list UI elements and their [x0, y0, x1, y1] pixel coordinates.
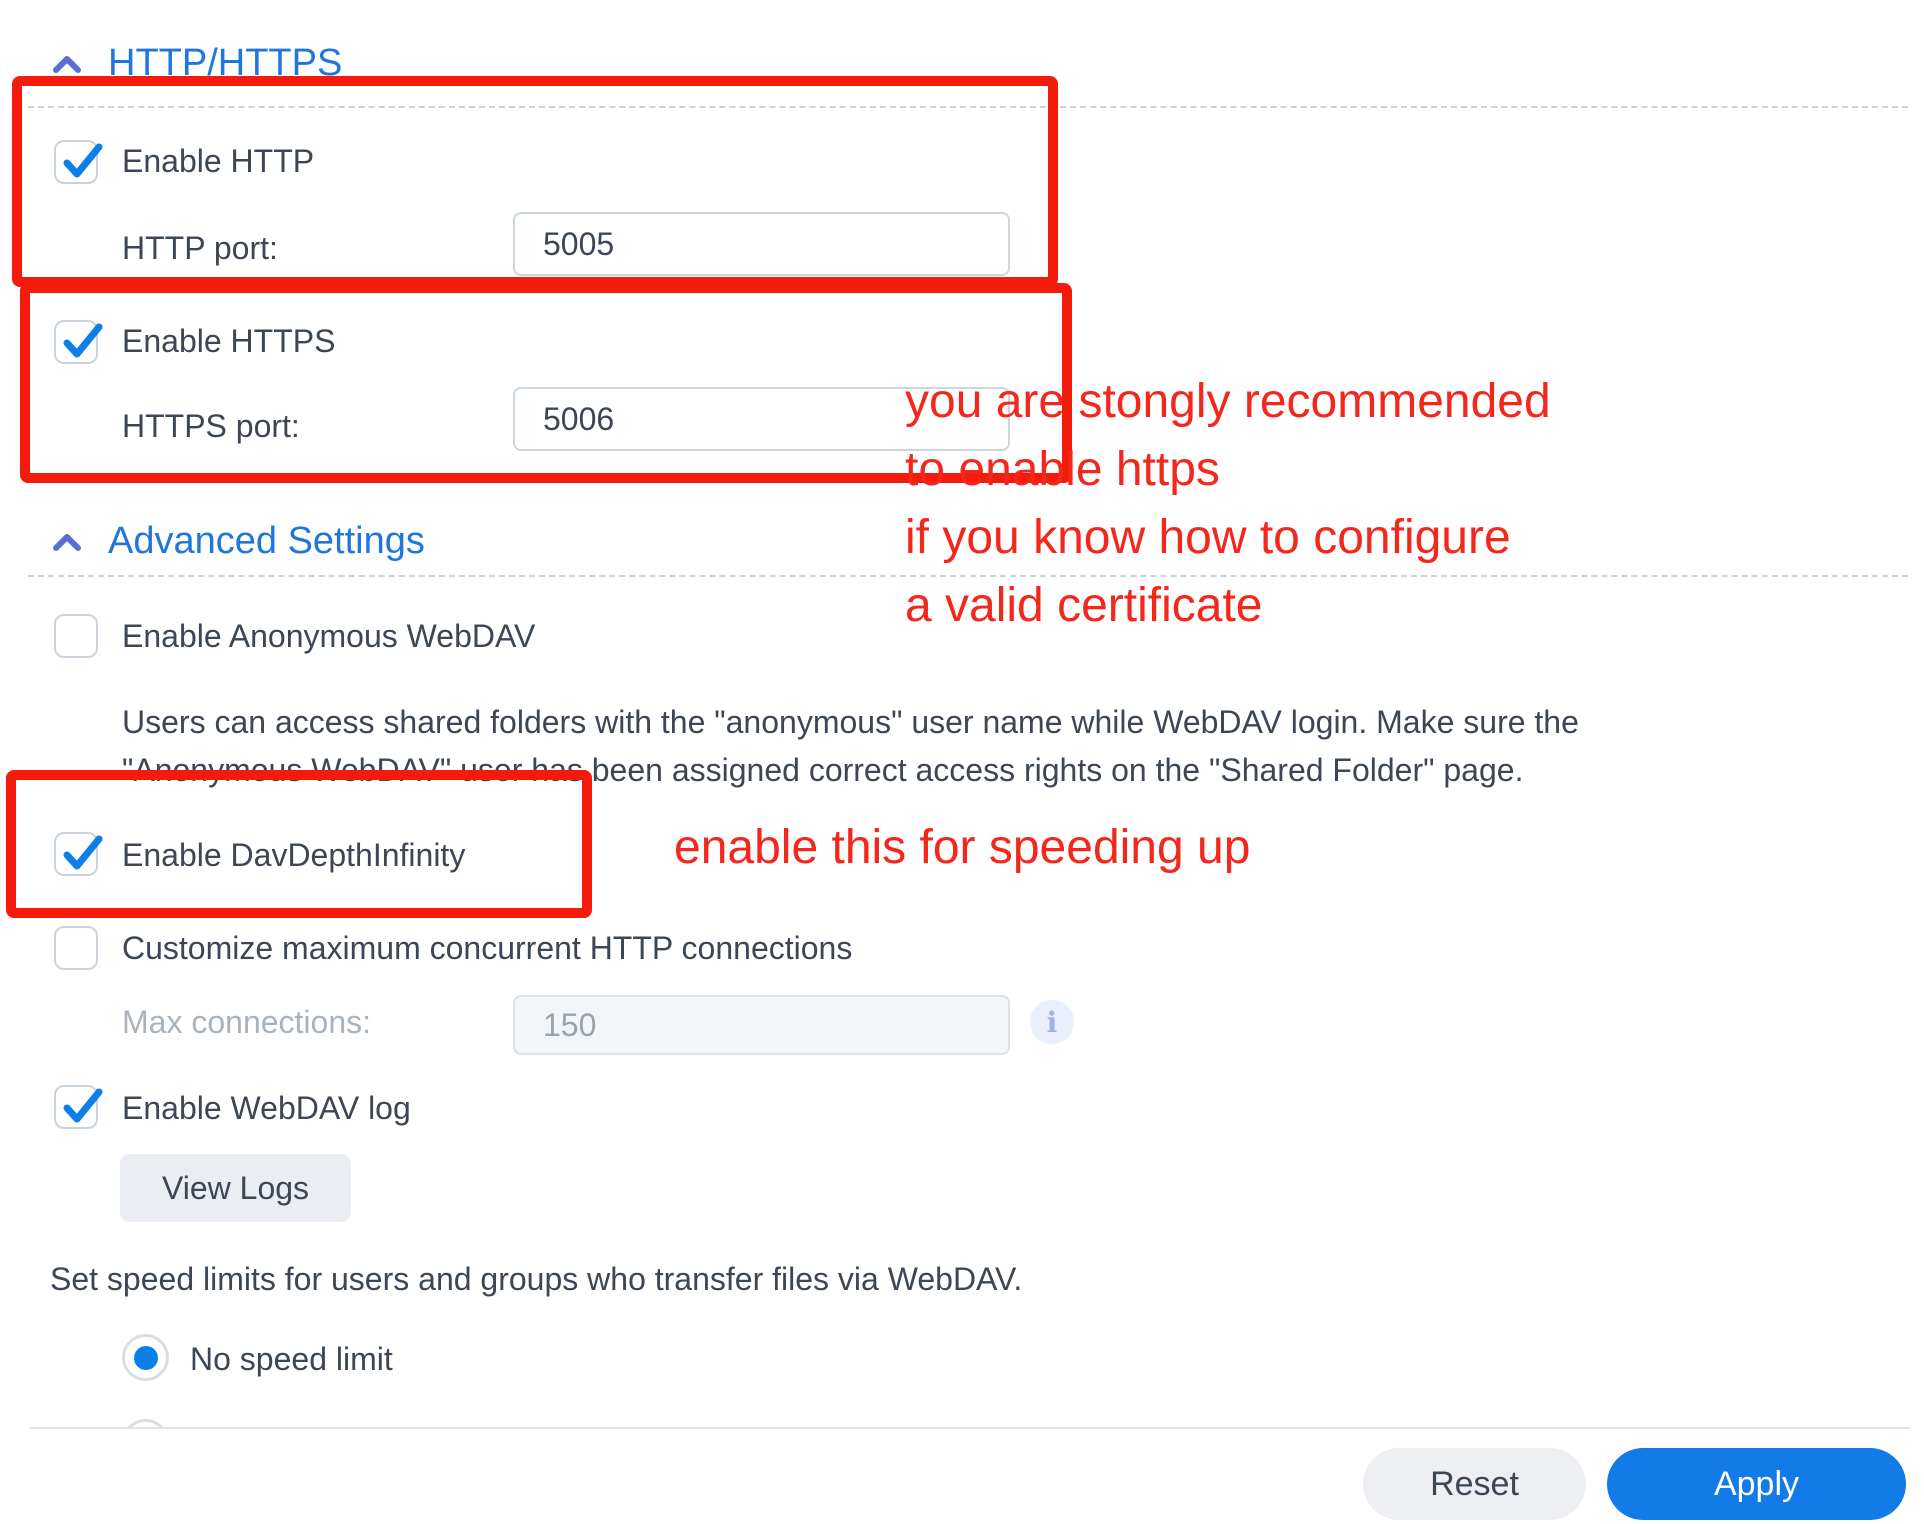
reset-button[interactable]: Reset: [1363, 1448, 1586, 1520]
annotation-https-note-line3: if you know how to configure: [905, 511, 1511, 564]
enable-webdav-log-checkbox[interactable]: [54, 1085, 98, 1129]
checkmark-icon: [58, 320, 102, 364]
annotation-https-note-line2: to enable https: [905, 443, 1220, 496]
annotation-https-note-line4: a valid certificate: [905, 579, 1263, 632]
checkmark-icon: [58, 140, 102, 184]
apply-button[interactable]: Apply: [1607, 1448, 1906, 1520]
chevron-up-icon: [52, 532, 82, 552]
customize-connections-label: Customize maximum concurrent HTTP connections: [122, 930, 853, 966]
enable-webdav-log-label: Enable WebDAV log: [122, 1090, 411, 1126]
chevron-up-icon: [52, 54, 82, 74]
checkmark-icon: [58, 832, 102, 876]
radio-dot: [134, 1346, 158, 1370]
http-port-label: HTTP port:: [122, 230, 278, 266]
enable-davdepthinfinity-checkbox[interactable]: [54, 832, 98, 876]
section-header-http-https[interactable]: [52, 42, 342, 85]
enable-http-checkbox[interactable]: [54, 140, 98, 184]
footer-divider: [30, 1427, 1910, 1429]
annotation-https-note: [905, 368, 1551, 640]
info-icon[interactable]: [1030, 1000, 1074, 1044]
annotation-davdepth-note: enable this for speeding up: [674, 821, 1251, 874]
anonymous-webdav-description-line2: "Anonymous WebDAV" user has been assigned correct access rights on the "Shared Folder" page.: [122, 752, 1524, 788]
annotation-https-note-line1: you are stongly recommended: [905, 375, 1551, 428]
customize-connections-checkbox[interactable]: [54, 926, 98, 970]
section-divider-top: [28, 106, 1908, 108]
no-speed-limit-radio[interactable]: [122, 1334, 169, 1381]
speed-limit-intro: Set speed limits for users and groups who transfer files via WebDAV.: [50, 1261, 1023, 1297]
max-connections-input: [513, 995, 1010, 1055]
section-title-advanced-settings: Advanced Settings: [108, 520, 425, 562]
enable-anonymous-webdav-checkbox[interactable]: [54, 614, 98, 658]
checkmark-icon: [58, 1085, 102, 1129]
section-header-advanced-settings[interactable]: [52, 520, 425, 563]
enable-http-label: Enable HTTP: [122, 143, 315, 179]
info-icon-glyph: i: [1046, 1005, 1058, 1039]
enable-https-label: Enable HTTPS: [122, 323, 336, 359]
enable-anonymous-webdav-label: Enable Anonymous WebDAV: [122, 618, 536, 654]
max-connections-label: Max connections:: [122, 1004, 372, 1040]
https-port-label: HTTPS port:: [122, 408, 300, 444]
enable-davdepthinfinity-label: Enable DavDepthInfinity: [122, 837, 466, 873]
http-port-input[interactable]: [513, 212, 1010, 276]
enable-https-checkbox[interactable]: [54, 320, 98, 364]
section-title-http-https: HTTP/HTTPS: [108, 42, 343, 84]
anonymous-webdav-description-line1: Users can access shared folders with the "anonymous" user name while WebDAV login. Make sure the: [122, 704, 1579, 740]
view-logs-button[interactable]: View Logs: [120, 1154, 351, 1222]
no-speed-limit-label: No speed limit: [190, 1341, 393, 1377]
